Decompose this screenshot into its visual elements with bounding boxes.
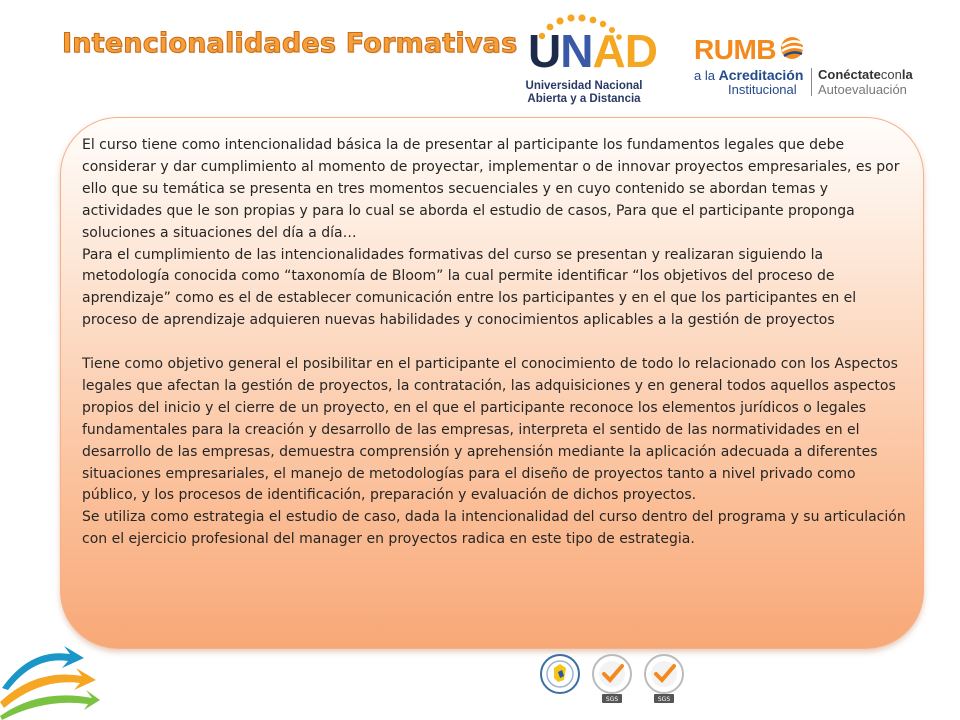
certification-seals (540, 650, 700, 710)
panel-body (82, 135, 912, 551)
corner-swoosh-icon (0, 640, 100, 720)
rumbo-compass-icon (778, 34, 808, 64)
rumbo-acreditacion-logo (694, 36, 934, 100)
rumbo-autoevaluacion-text: Autoevaluación (818, 82, 907, 97)
paragraph-2: Para el cumplimiento de las intencionalidades formativas del curso se presentan y realizaran siguiendo la metodología conocida como “taxonomía de Bloom” la cual permite identificar “los objetivos del proceso de aprendizaje” como es el de establecer comunicación entre los participantes y en el que los participantes en el proceso de aprendizaje adquieren nuevas habilidades y conocimientos aplicables a la gestión de proyectos (82, 246, 857, 329)
paragraph-3: Tiene como objetivo general el posibilitar en el participante el conocimiento de todo lo relacionado con los Aspectos legales que afectan la gestión de proyectos, la contratación, las adquisiciones y en general todos aquellos aspectos propios del inicio y el cierre de un proyecto, en el que el participante reconoce los elementos jurídicos o legales fundamentales para la creación y desarrollo de las empresas, interpreta el sentido de las normatividades en el desarrollo de las empresas, demuestra comprensión y aprehensión mediante la aplicación adecuada a diferentes situaciones empresariales, el manejo de metodologías para el diseño de proyectos tanto a nivel privado como público, y los procesos de identificación, preparación y evaluación de dichos proyectos. (82, 356, 898, 504)
sgs-label-2: SGS (657, 696, 671, 703)
unad-subtitle: Universidad Nacional Abierta y a Distancia (525, 80, 643, 105)
rumbo-institucional-text: Institucional (728, 82, 797, 97)
paragraph-1: El curso tiene como intencionalidad básica la de presentar al participante los fundamentos legales que debe considerar y dar cumplimiento al momento de proyectar, implementar o de innovar proyectos empresariales, es por ello que su temática se presenta en tres momentos secuenciales y en cuyo contenido se abordan temas y actividades que le son propias y para lo cual se aborda el estudio de casos, Para que el participante proponga soluciones a situaciones del día a día… (82, 137, 900, 241)
sgs-label-1: SGS (605, 696, 619, 703)
slide-title: Intencionalidades Formativas (62, 28, 518, 59)
colombia-seal-icon (541, 655, 579, 693)
rumbo-conectate-text: Conéctateconla (818, 67, 913, 82)
unad-logo (520, 14, 657, 110)
unad-wordmark: UNAD (528, 25, 657, 77)
paragraph-spacer (82, 332, 912, 354)
rumbo-divider (811, 68, 812, 96)
rumbo-wordmark: RUMB (694, 34, 776, 65)
rumbo-acreditacion-text: a la Acreditación (694, 67, 804, 83)
paragraph-4: Se utiliza como estrategia el estudio de caso, dada la intencionalidad del curso dentro del programa y su articulación con el ejercicio profesional del manager en proyectos radica en este tipo de estrategia. (82, 509, 906, 548)
